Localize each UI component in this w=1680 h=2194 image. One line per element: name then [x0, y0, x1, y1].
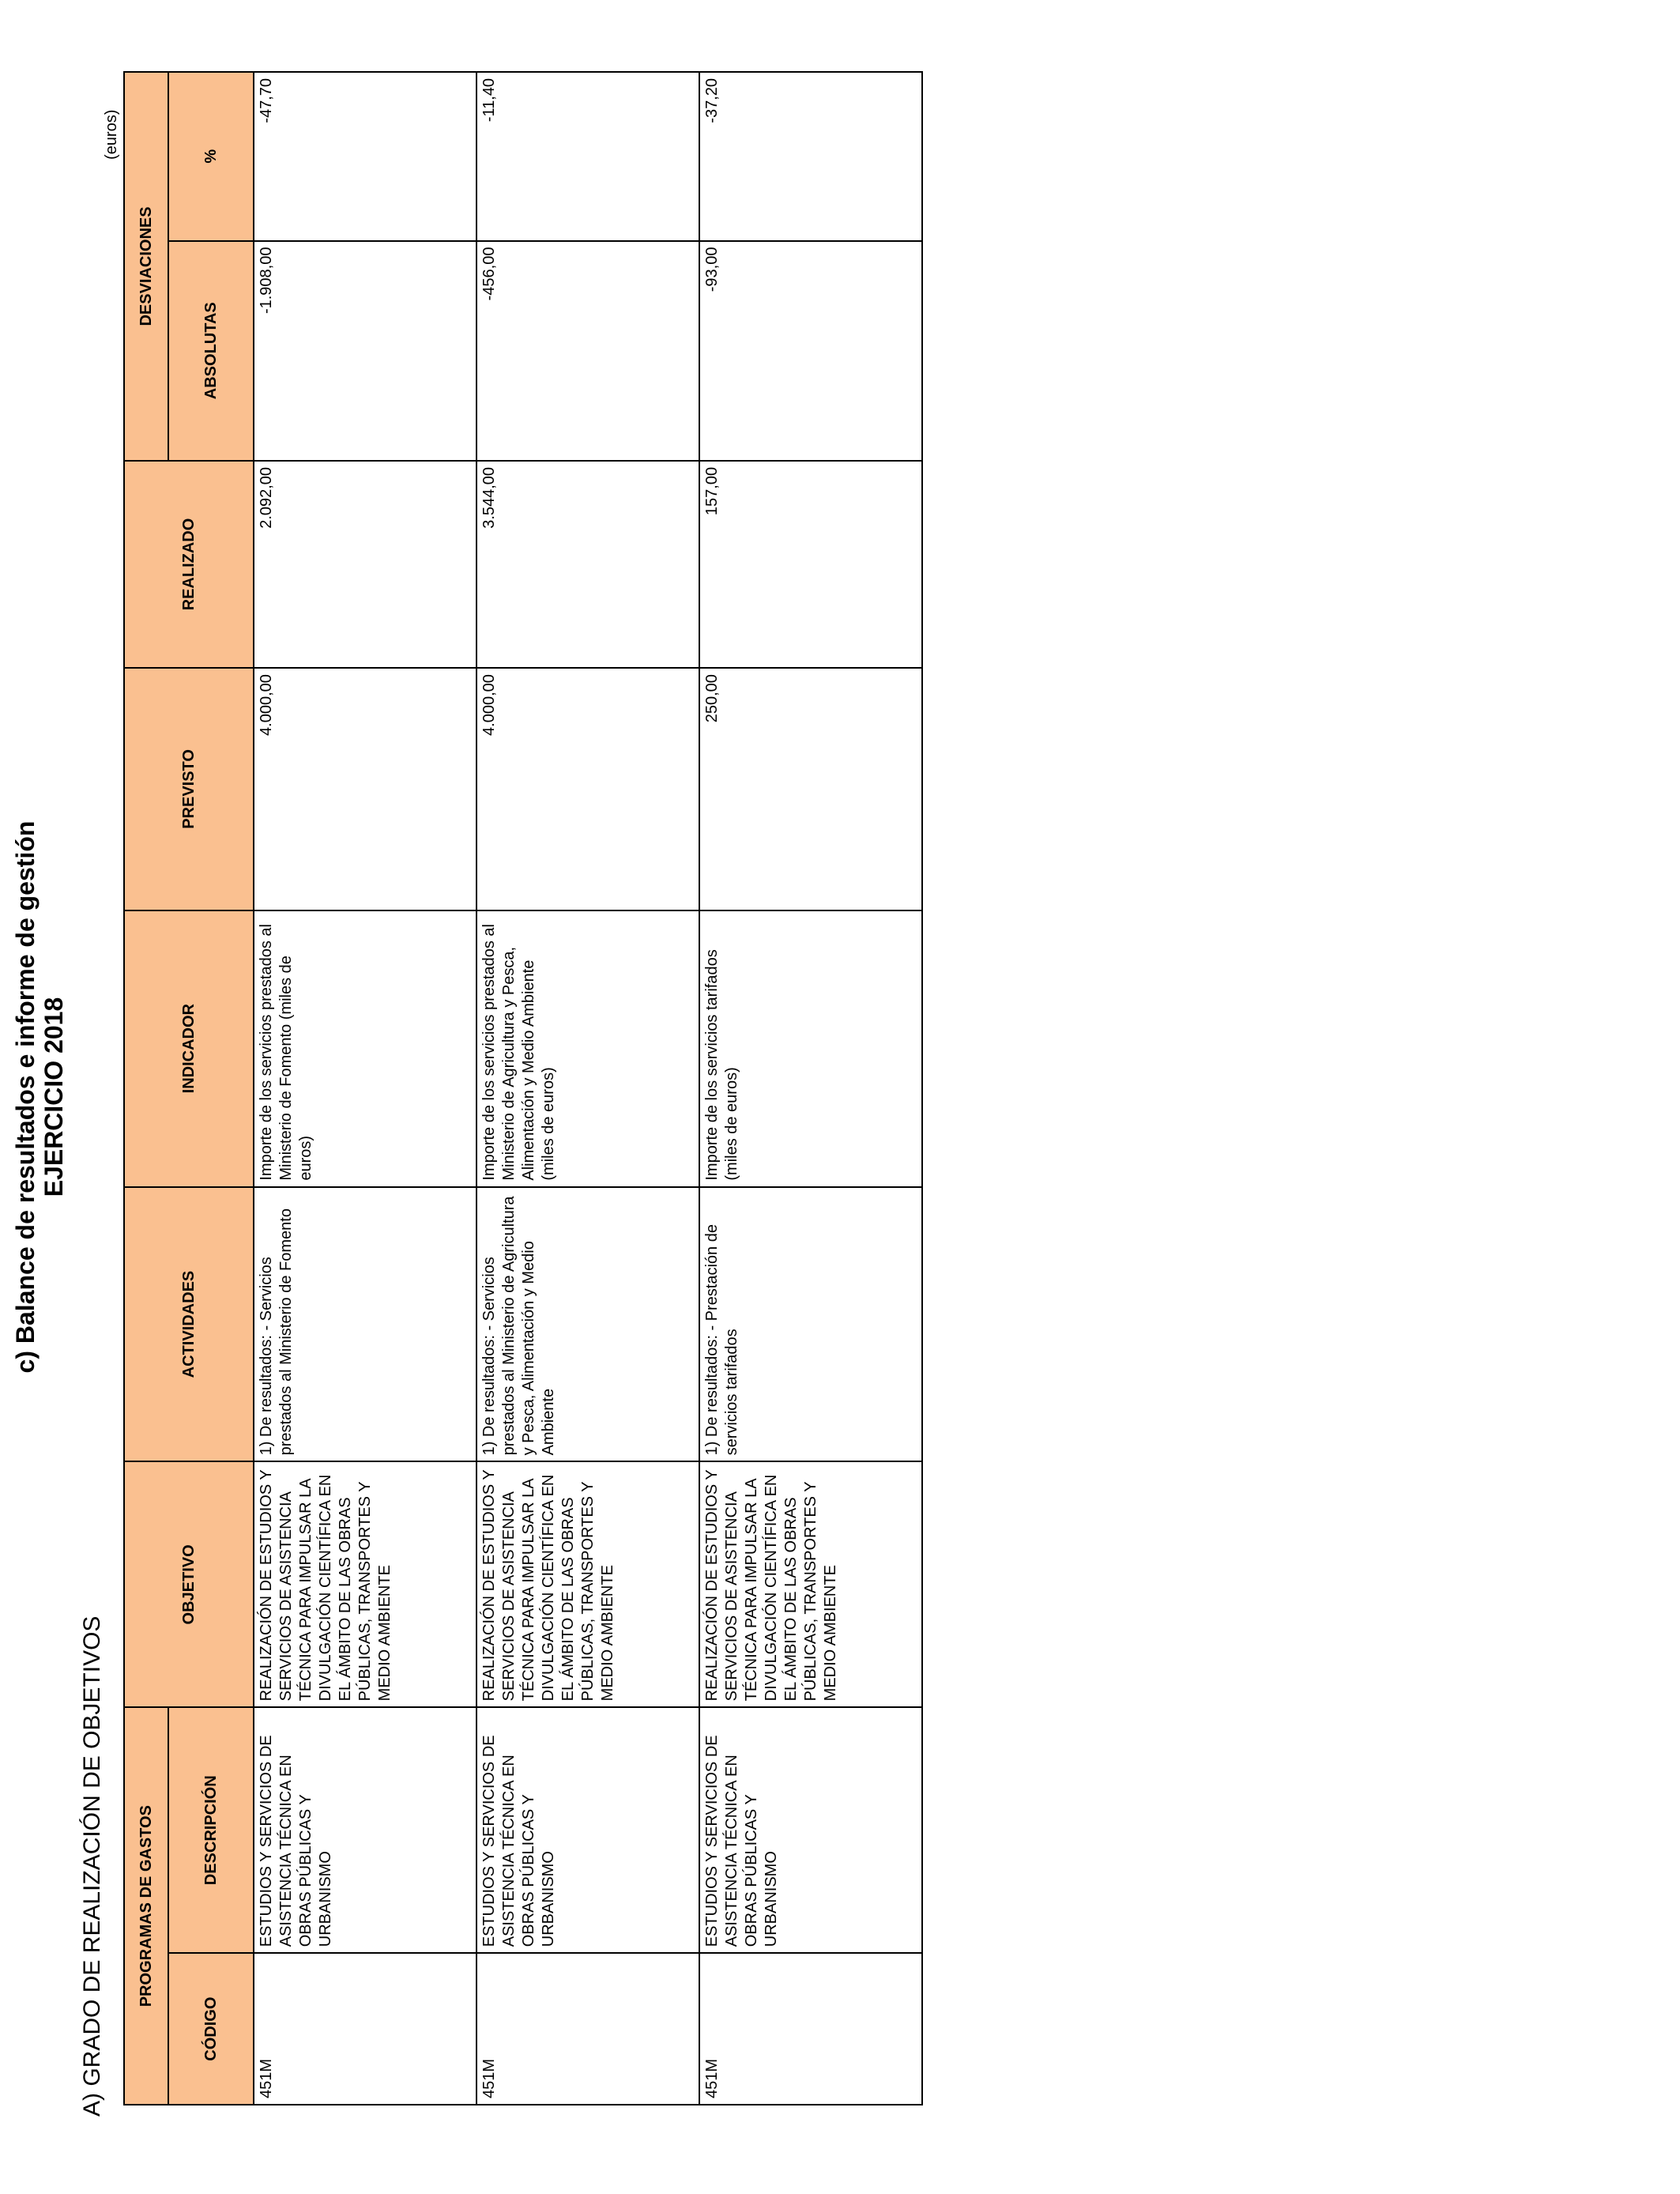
cell-indicador: Importe de los servicios tarifados (miles de euros) [699, 910, 922, 1187]
header-previsto: PREVISTO [124, 668, 254, 910]
cell-objetivo: REALIZACIÓN DE ESTUDIOS Y SERVICIOS DE ASISTENCIA TÉCNICA PARA IMPULSAR LA DIVULGACIÓN CIENTÍFICA EN EL ÁMBITO DE LAS OBRAS PÚBLICAS, TRANSPORTES Y MEDIO AMBIENTE [699, 1461, 922, 1707]
cell-actividades: 1) De resultados: - Servicios prestados al Ministerio de Agricultura y Pesca, Alimentación y Medio Ambiente [477, 1187, 699, 1462]
cell-absolutas: -456,00 [477, 241, 699, 461]
cell-actividades: 1) De resultados: - Servicios prestados al Ministerio de Fomento [254, 1187, 477, 1462]
header-indicador: INDICADOR [124, 910, 254, 1187]
cell-absolutas: -1.908,00 [254, 241, 477, 461]
cell-codigo: 451M [699, 1953, 922, 2105]
cell-previsto: 4.000,00 [254, 668, 477, 910]
header-programas-de-gastos: PROGRAMAS DE GASTOS [124, 1707, 168, 2105]
table-row [477, 72, 699, 2105]
cell-descripcion: ESTUDIOS Y SERVICIOS DE ASISTENCIA TÉCNICA EN OBRAS PÚBLICAS Y URBANISMO [254, 1707, 477, 1953]
units-note: (euros) [103, 109, 120, 160]
cell-codigo: 451M [254, 1953, 477, 2105]
cell-descripcion: ESTUDIOS Y SERVICIOS DE ASISTENCIA TÉCNICA EN OBRAS PÚBLICAS Y URBANISMO [699, 1707, 922, 1953]
report-title-line1: c) Balance de resultados e informe de gestión [11, 820, 40, 1374]
table-row [254, 72, 477, 2105]
cell-realizado: 3.544,00 [477, 461, 699, 668]
header-codigo: CÓDIGO [168, 1953, 254, 2105]
cell-realizado: 2.092,00 [254, 461, 477, 668]
cell-absolutas: -93,00 [699, 241, 922, 461]
objectives-table [123, 71, 923, 2105]
cell-indicador: Importe de los servicios prestados al Ministerio de Agricultura y Pesca, Alimentación y Medio Ambiente (miles de euros) [477, 910, 699, 1187]
cell-previsto: 4.000,00 [477, 668, 699, 910]
cell-descripcion: ESTUDIOS Y SERVICIOS DE ASISTENCIA TÉCNICA EN OBRAS PÚBLICAS Y URBANISMO [477, 1707, 699, 1953]
table-row [699, 72, 922, 2105]
report-title-line2: EJERCICIO 2018 [40, 997, 68, 1197]
header-actividades: ACTIVIDADES [124, 1187, 254, 1462]
header-realizado: REALIZADO [124, 461, 254, 668]
cell-previsto: 250,00 [699, 668, 922, 910]
header-porcentaje: % [168, 72, 254, 241]
cell-porcentaje: -11,40 [477, 72, 699, 241]
header-descripcion: DESCRIPCIÓN [168, 1707, 254, 1953]
header-group-row [124, 72, 168, 2105]
header-desviaciones: DESVIACIONES [124, 72, 168, 461]
cell-actividades: 1) De resultados: - Prestación de servicios tarifados [699, 1187, 922, 1462]
header-absolutas: ABSOLUTAS [168, 241, 254, 461]
cell-indicador: Importe de los servicios prestados al Ministerio de Fomento (miles de euros) [254, 910, 477, 1187]
cell-objetivo: REALIZACIÓN DE ESTUDIOS Y SERVICIOS DE ASISTENCIA TÉCNICA PARA IMPULSAR LA DIVULGACIÓN CIENTÍFICA EN EL ÁMBITO DE LAS OBRAS PÚBLICAS, TRANSPORTES Y MEDIO AMBIENTE [477, 1461, 699, 1707]
cell-porcentaje: -37,20 [699, 72, 922, 241]
cell-realizado: 157,00 [699, 461, 922, 668]
section-title: A) GRADO DE REALIZACIÓN DE OBJETIVOS [79, 1615, 105, 2117]
cell-objetivo: REALIZACIÓN DE ESTUDIOS Y SERVICIOS DE ASISTENCIA TÉCNICA PARA IMPULSAR LA DIVULGACIÓN CIENTÍFICA EN EL ÁMBITO DE LAS OBRAS PÚBLICAS, TRANSPORTES Y MEDIO AMBIENTE [254, 1461, 477, 1707]
cell-codigo: 451M [477, 1953, 699, 2105]
cell-porcentaje: -47,70 [254, 72, 477, 241]
header-objetivo: OBJETIVO [124, 1461, 254, 1707]
report-title [11, 0, 68, 2194]
